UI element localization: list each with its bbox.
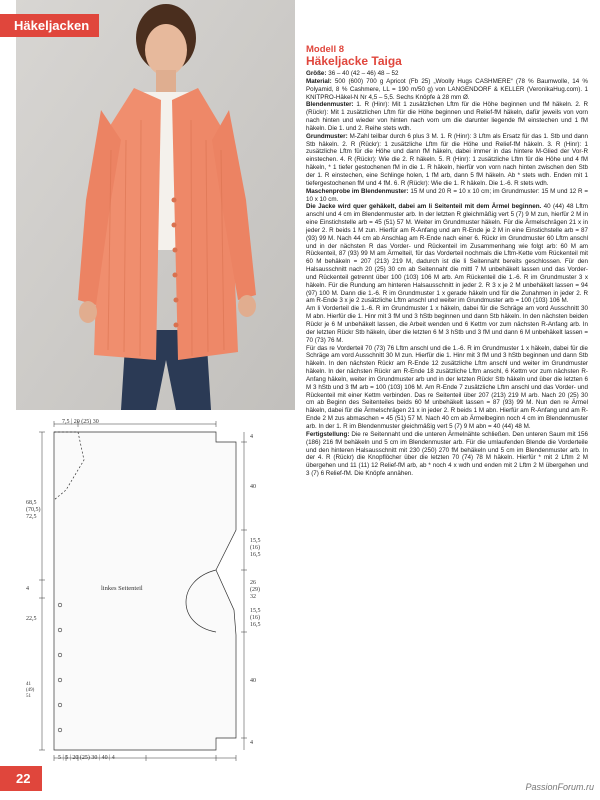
left-measure-4: 4 — [26, 586, 29, 592]
piece-label: linkes Seitenteil — [101, 585, 143, 592]
right-measure-15-5-a: 15,5 (16) 16,5 — [250, 538, 261, 558]
left-measure-total: 68,5 (70,5) 72,5 — [26, 500, 41, 520]
paragraph-size: Größe: 36 – 40 (42 – 46) 48 – 52 — [306, 70, 399, 77]
left-measure-small: 41 (49) 51 — [26, 682, 35, 699]
instructions-column — [306, 45, 588, 478]
paragraph-border-pattern: Blendenmuster: 1. R (Hinr): Mit 1 zusätzlichen Lftm für die Höhe beginnen und fM häkeln. 2. R (Rückr): Mit 1 zusätzlichen Lftm für die Höhe beginnen und Relief-fM häkeln, dafür jeweils von vorn nach hinten und wieder von hinten nach vorn um die darunter liegende fM einstechen und 1 fM häkeln. Die 1. und 2. Reihe stets wdh. — [306, 101, 588, 132]
paragraph-finishing: Fertigstellung: Die re Seitennaht und die unteren Ärmelnähte schließen. Den unteren Saum mit 156 (186) 216 fM behäkeln und 5 cm im Blendenmuster arb. Für die umlaufenden Blende die Vorderteile und den hinteren Halsausschnitt mit 230 (250) 270 fM behäkeln und 5 cm im Blendenmuster arb. In der 4. R (Rückr) die Knopflöcher über die letzten 70 (74) 78 M häkeln. Hierfür * mit 2 Lftm 2 M übergehen und 11 (11) 12 Relief-fM arb, ab * noch 4 x wdh und enden mit 2 Lftm 2 M übergehen und 3 (7) 6 Relief-fM. Die Knöpfe annähen. — [306, 430, 588, 478]
page-number: 22 — [0, 766, 42, 791]
paragraph-right-front: Für das re Vorderteil 70 (73) 76 Lftm anschl und die 1.-6. R im Grundmuster 1 x häkeln, dabei für die Schräge am vord Ausschnitt 30 M zun. Hierfür die 1. Hinr mit 3 fM und 3 hStb beginnen und dann Stb häkeln. In den nächsten Rückr am R-Ende 12 zusätzliche Lftm anschl und weiter im Grundmuster häkeln. In der nächsten Rückr am R-Ende 18 zusätzliche Lftm anschl, 6 Kettm vor zum nächsten R-Anfang häkeln, weiter im Grundmuster arb und in der letzten Rückr Stb häkeln und über die letzten 6 M 3 hStb und 3 fM arb = 100 (103) 106 M. Am R-Ende 7 zusätzliche Lftm anschl und das Vorder- und Rückenteil mit einer Kettm verbinden. Das re Seitenteil über 207 (213) 219 M arb. Nach 20 (25) 30 cm ab Beginn des Seitenteiles beids 60 M unbehäkelt lassen = 87 (93) 99 M. Nun den re Ärmel häkeln, dabei für die Ärmelschrägen 21 x in jeder 2. R beids 1 M abn. Hierfür am R-Anfang und am R-Ende 2 M zus abmaschen = 45 (51) 57 M. Nach 40 cm ab Ärmelbeginn noch 4 cm im Blendenmuster arb. In der 1. R im Blendenmuster gleichmäßig vert 5 (7) 9 M abn = 40 (44) 48 M. — [306, 344, 588, 430]
model-photo-illustration — [16, 0, 295, 410]
right-measure-bottom-4: 4 — [250, 740, 253, 746]
paragraph-material: Material: 500 (600) 700 g Apricot (Fb 25) „Woolly Hugs CASHMERE“ (78 % Baumwolle, 14 % Polyamid, 8 % Cashmere, LL = 190 m/50 g) von LANGENDORF & KELLER (VeronikaHug.com). 1 KNITPRO-Häkel-N Nr 4,5 – 5,5. Sechs Knöpfe à 28 mm Ø. — [306, 77, 588, 101]
model-label: Modell 8 — [306, 44, 345, 55]
model-title: Häkeljacke Taiga — [306, 54, 402, 68]
right-measure-15-5-b: 15,5 (16) 16,5 — [250, 608, 261, 628]
bottom-measure: 5 | 5 | 20 (25) 30 | 40 | 4 — [58, 755, 115, 761]
model-photo — [16, 0, 295, 410]
right-measure-26: 26 (29) 32 — [250, 580, 260, 600]
watermark: PassionForum.ru — [525, 782, 594, 792]
right-measure-40-b: 40 — [250, 678, 256, 684]
right-measure-40: 40 — [250, 484, 256, 490]
paragraph-construction: Die Jacke wird quer gehäkelt, dabei am li Seitenteil mit dem Ärmel beginnen. 40 (44) 48 Lftm anschl und 4 cm im Blendenmuster arb. In der letzten R gleichmäßig vert 5 (7) 9 M zun, hierfür 2 M in eine Einstichstelle arb = 45 (51) 57 M. Weiter im Grundmuster häkeln. Für die Ärmelschrägen 21 x in jeder 2. R beids 1 M zun. Hierfür am R-Anfang und am R-Ende je 2 M in eine Einstichstelle arb = 87 (93) 99 M. Nach 44 cm ab Anschlag am R-Ende nach einer 6. Rückr im Grundmuster 60 Lftm anschl und in der nächsten R das Vorder- und Rückenteil im Zusammenhang wie folgt arb: 60 M am Rückenteil, 87 (93) 99 M am Ärmelteil, für das Vorderteil nochmals die Lftm-Kette vom Rückenteil mit 60 M behäkeln = 207 (213) 219 M, dadurch ist die li Seitennaht bereits geschlossen. Für den Halsausschnitt nach 20 (25) 30 cm ab Seitennaht die mittl 7 M unbehäkelt lassen und das Vorder- und Rückenteil getrennt über 100 (103) 106 M arb. Am Rückenteil die 1.-6. R im Grundmuster 3 x häkeln. Für die Rundung am hinteren Halsausschnitt in jeder 2. R 3 x je 2 M unbehäkelt lassen = 94 (97) 100 M. Dann die 1.-6. R im Grundmuster 1 x gerade häkeln und für die Zunahmen in jeder 2. R am R-Ende 3 x je 2 zusätzliche Lftm anschl und weiter im Grundmuster arb = 100 (103) 106 M. — [306, 203, 588, 305]
paragraph-gauge: Maschenprobe im Blendenmuster: 15 M und 20 R = 10 x 10 cm; im Grundmuster: 15 M und 12 R = 10 x 10 cm. — [306, 187, 589, 203]
left-measure-22-5: 22,5 — [26, 616, 37, 622]
schematic-diagram — [26, 420, 294, 765]
top-measure: 7,5 | 20 (25) 30 — [62, 419, 99, 425]
section-tag: Häkeljacken — [0, 14, 99, 37]
paragraph-base-pattern: Grundmuster: M-Zahl teilbar durch 6 plus 3 M. 1. R (Hinr): 3 Lftm als Ersatz für das 1. Stb und dann Stb häkeln. 2. R (Rückr): 1 zusätzliche Lftm für die Höhe und Relief-fM häkeln. 3. R (Hinr): 1 zusätzliche Lftm für die Höhe und dann fM häkeln, dabei immer in das hintere M-Glied der Vor-R einstechen. 4. R (Rückr): Wie die 2. R häkeln. 5. R (Hinr): 1 zusätzliche Lftm für die Höhe und 4 fM häkeln, * 1 tiefer gestochenen fM in die 1. R häkeln, hierfür von vorn nach hinten zwischen den Stb der 1. R einstechen, eine Schlinge holen, 1 fM arb, dann 5 fM häkeln. Ab * stets wdh. Enden mit 1 tiefergestochenen fM und 4 fM. 6. R (Rückr): Wie die 1. R häkeln. Die 1.-6. R stets wdh. — [306, 132, 588, 187]
paragraph-left-front: Am li Vorderteil die 1.-6. R im Grundmuster 1 x häkeln, dabei für die Schräge am vord Ausschnitt 30 M abn. Hierfür die 1. Hinr mit 3 fM und 3 hStb beginnen und dann Stb häkeln. In den nächsten beiden Rückr je 6 M unbehäkelt lassen, die Arbeit wenden und 6 Kettm vor zum nächsten R-Anfang arb. In der letzten Rückr Stb häkeln, über die letzten 6 M 3 hStb und 3 fM und dann 6 M unbehäkelt lassen = 70 (73) 76 M. — [306, 305, 588, 344]
right-measure-top-4: 4 — [250, 434, 253, 440]
